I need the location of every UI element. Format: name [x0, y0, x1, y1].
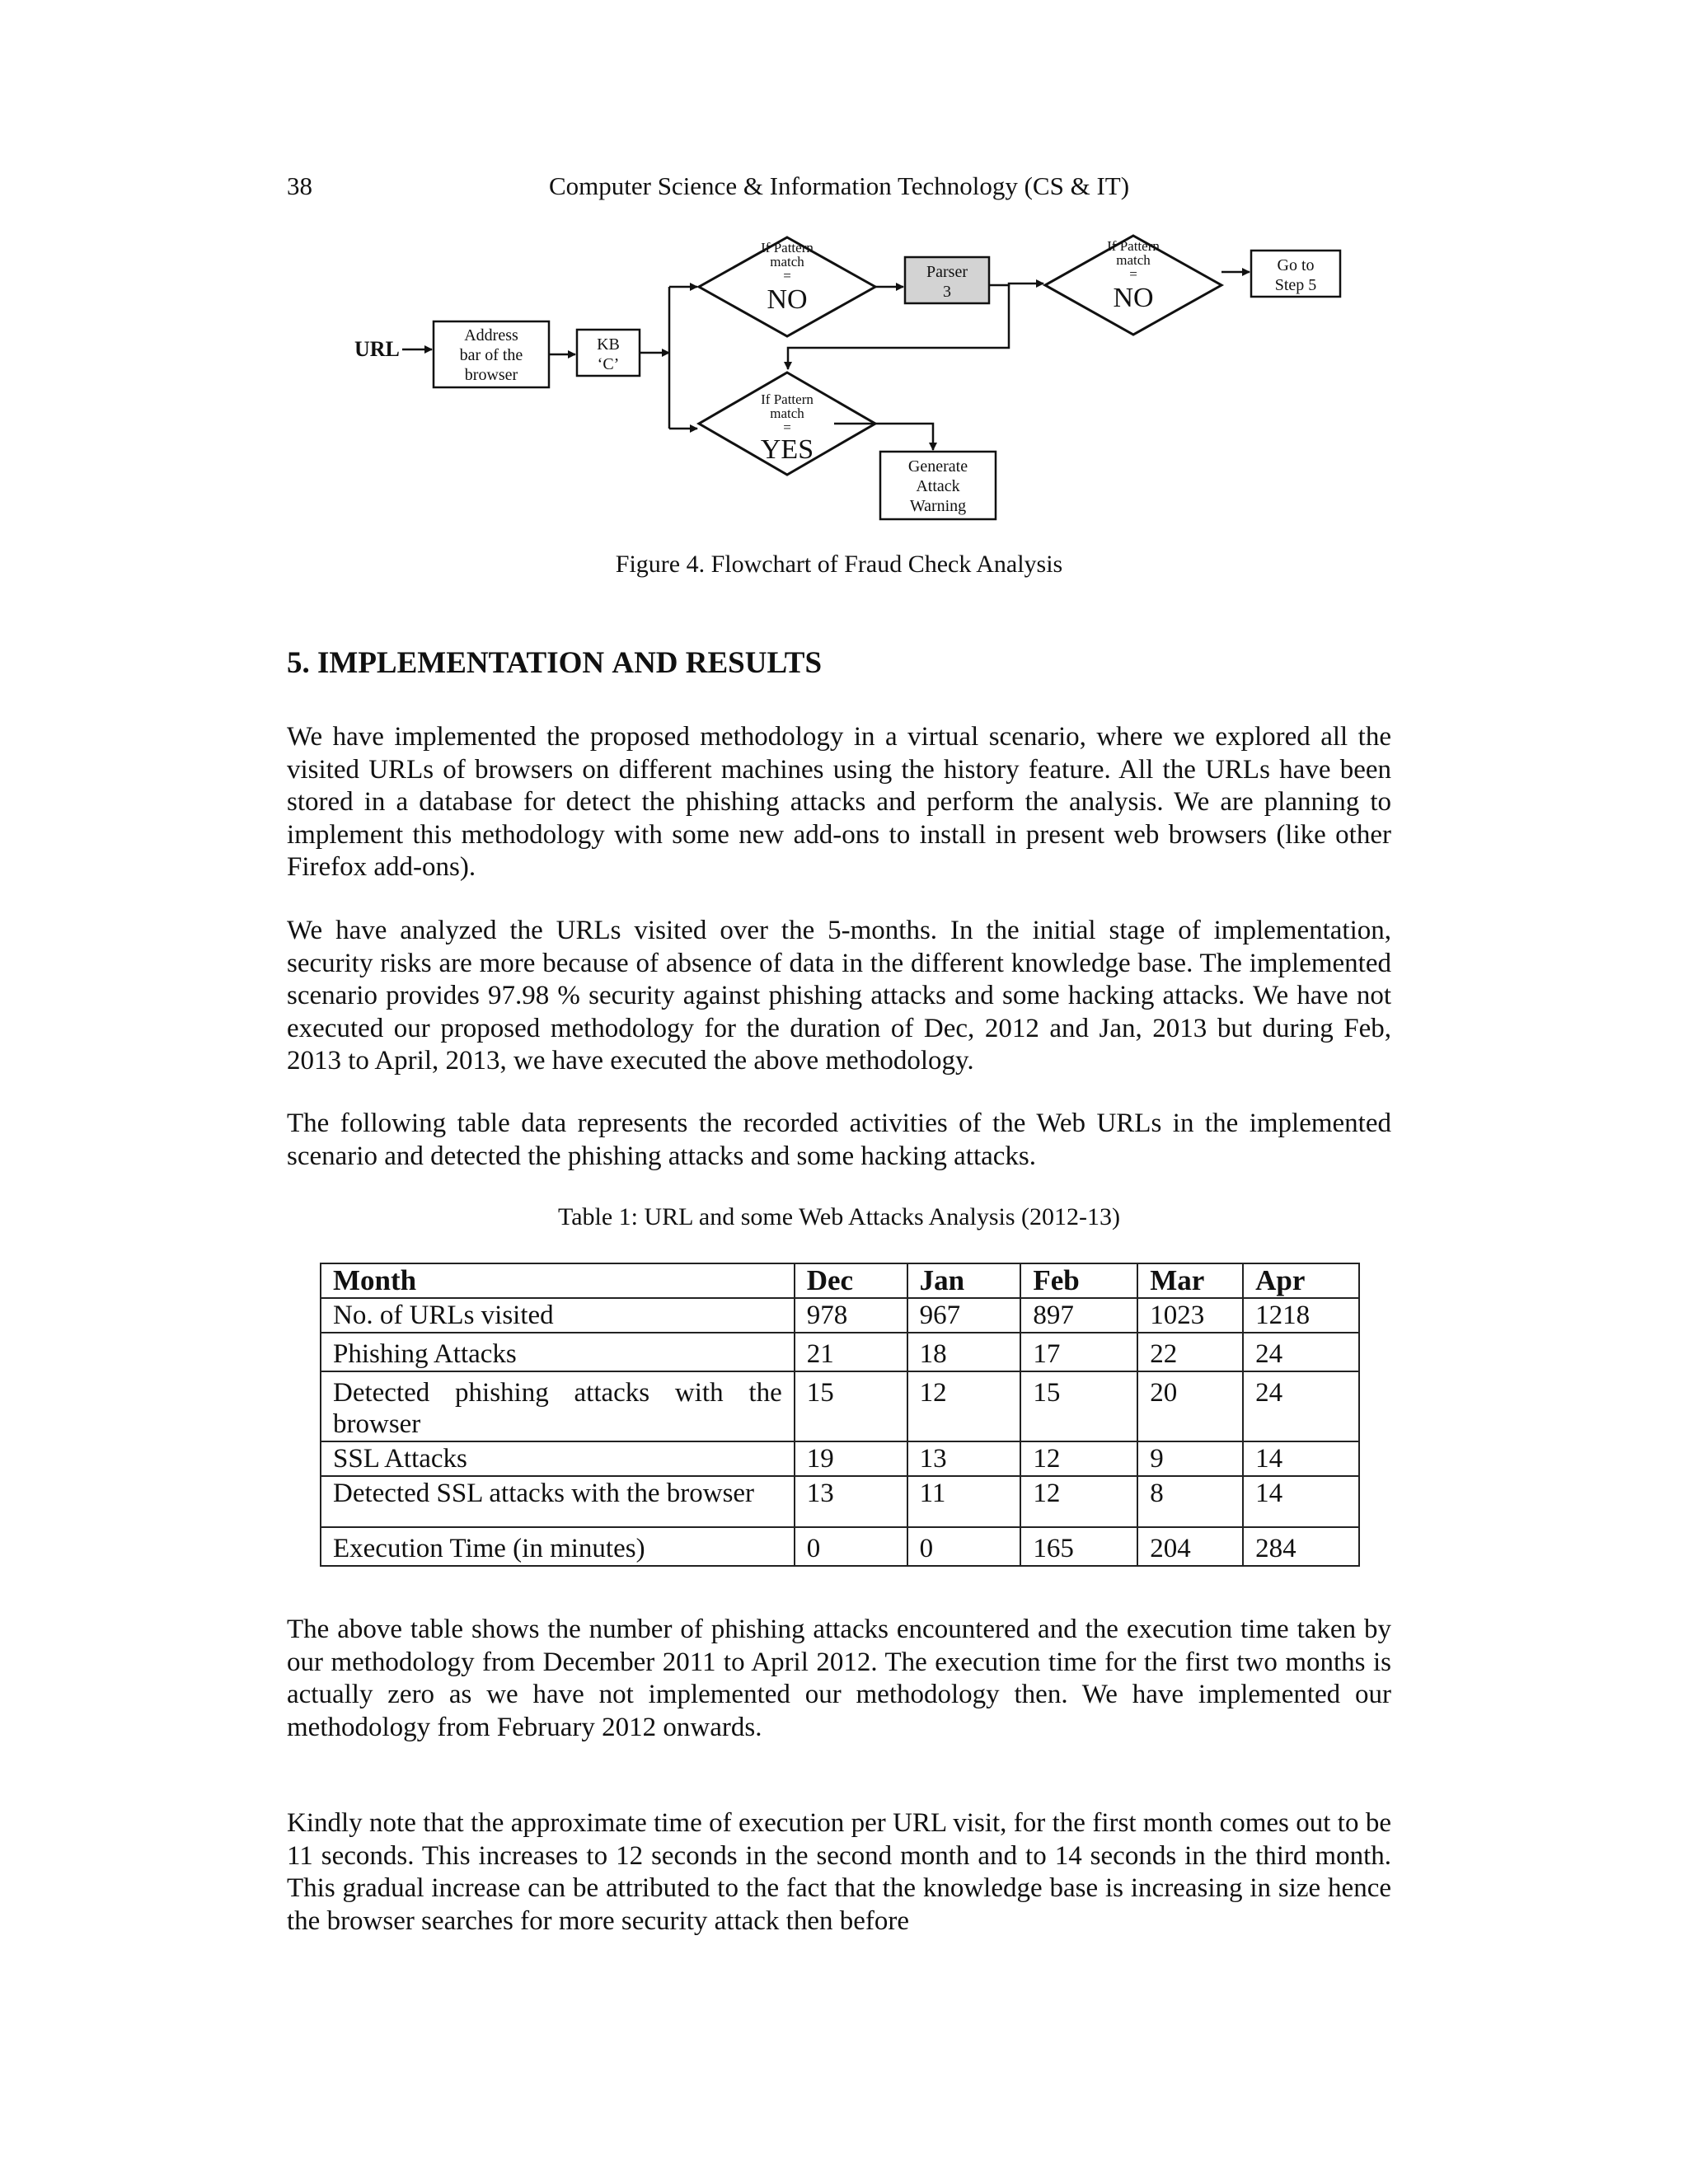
table-cell: 18: [907, 1333, 1021, 1371]
flow-url-label: URL: [354, 337, 400, 361]
table-cell: 15: [795, 1371, 907, 1441]
table-cell: SSL Attacks: [321, 1441, 795, 1476]
table-row: [321, 1333, 1359, 1371]
address-bar-line-2: bar of the: [459, 346, 523, 364]
table-cell: 14: [1243, 1441, 1359, 1476]
paragraph-2: We have analyzed the URLs visited over the 5-months. In the initial stage of implementation, security risks are more because of absence of data in the different knowledge base. The implemented scenario provides 97.98 % security against phishing attacks and some hacking attacks. We have not executed our proposed methodology for the duration of Dec, 2012 and Jan, 2013 but during Feb, 2013 to April, 2013, we have executed the above methodology.: [287, 916, 1391, 1076]
section-title-word2-initial: R: [685, 646, 708, 680]
table-header-row: [321, 1263, 1359, 1298]
decision-top-right-result: NO: [1113, 283, 1154, 313]
page-number: 38: [287, 171, 312, 200]
generate-line-3: Warning: [909, 497, 967, 515]
table-cell: 21: [795, 1333, 907, 1371]
table-row: [321, 1441, 1359, 1476]
table-caption: Table 1: URL and some Web Attacks Analysis (2012-13): [557, 1203, 1121, 1230]
table-cell: 12: [907, 1371, 1021, 1441]
table-row: [321, 1476, 1359, 1527]
table-cell: 897: [1020, 1298, 1137, 1333]
fraud-check-flowchart: [346, 231, 1385, 527]
section-number: 5.: [287, 646, 310, 680]
paragraph-4: The above table shows the number of phishing attacks encountered and the execution time taken by our methodology from December 2011 to April 2012. The execution time for the first two months is actually zero as we have not implemented our methodology then. We have implemented our methodology from February 2012 onwards.: [287, 1615, 1391, 1742]
table-cell: 12: [1020, 1441, 1137, 1476]
table-cell: 1218: [1243, 1298, 1359, 1333]
table-cell: 165: [1020, 1527, 1137, 1566]
decision-top-right-line-2: match: [1116, 252, 1151, 268]
results-table: [320, 1263, 1360, 1567]
table-row: [321, 1527, 1359, 1566]
table-cell: 0: [795, 1527, 907, 1566]
kb-line-1: KB: [597, 335, 620, 354]
decision-bottom-result: YES: [760, 434, 814, 465]
table-cell: Detected phishing attacks with the browser: [321, 1371, 795, 1441]
table-header-cell: Apr: [1243, 1263, 1359, 1298]
generate-line-1: Generate: [907, 457, 968, 476]
table-cell: Phishing Attacks: [321, 1333, 795, 1371]
table-cell: 9: [1137, 1441, 1243, 1476]
decision-top-right-line-3: =: [1129, 266, 1137, 282]
generate-line-2: Attack: [916, 477, 960, 495]
table-cell: 24: [1243, 1333, 1359, 1371]
decision-bottom-line-1: If Pattern: [761, 391, 814, 407]
table-cell: 8: [1137, 1476, 1243, 1527]
table-cell: 14: [1243, 1476, 1359, 1527]
address-bar-line-1: Address: [464, 326, 518, 344]
table-cell: 15: [1020, 1371, 1137, 1441]
decision-top-left-line-2: match: [770, 254, 804, 269]
decision-top-right-line-1: If Pattern: [1107, 238, 1160, 254]
decision-top-left-line-3: =: [783, 268, 791, 284]
table-cell: Execution Time (in minutes): [321, 1527, 795, 1566]
paragraph-1: We have implemented the proposed methodology in a virtual scenario, where we explored all the visited URLs of browsers on different machines using the history feature. All the URLs have been stored in a database for detect the phishing attacks and perform the analysis. We are planning to implement this methodology with some new add-ons to install in present web browsers (like other Firefox add-ons).: [287, 722, 1391, 882]
table-cell: 0: [907, 1527, 1021, 1566]
table-cell: 20: [1137, 1371, 1243, 1441]
table-cell: 17: [1020, 1333, 1137, 1371]
decision-bottom-line-2: match: [770, 405, 804, 421]
decision-bottom-line-3: =: [783, 419, 791, 435]
goto-line-2: Step 5: [1274, 276, 1317, 294]
table-header-cell: Feb: [1020, 1263, 1137, 1298]
page-header: [287, 171, 1391, 208]
table-cell: 12: [1020, 1476, 1137, 1527]
table-cell: 19: [795, 1441, 907, 1476]
table-cell: 24: [1243, 1371, 1359, 1441]
parser-line-2: 3: [943, 283, 951, 301]
parser-line-1: Parser: [926, 263, 968, 281]
table-cell: 978: [795, 1298, 907, 1333]
table-header-cell: Month: [321, 1263, 795, 1298]
table-header-cell: Mar: [1137, 1263, 1243, 1298]
decision-top-left-result: NO: [767, 284, 808, 315]
section-title-word1-initial: I: [317, 646, 330, 680]
table-row: [321, 1298, 1359, 1333]
table-cell: 13: [795, 1476, 907, 1527]
address-bar-line-3: browser: [464, 366, 518, 384]
table-cell: 11: [907, 1476, 1021, 1527]
table-cell: Detected SSL attacks with the browser: [321, 1476, 795, 1527]
figure-caption: Figure 4. Flowchart of Fraud Check Analysis: [615, 551, 1063, 578]
paragraph-3: The following table data represents the recorded activities of the Web URLs in the implemented scenario and detected the phishing attacks and some hacking attacks.: [287, 1108, 1391, 1171]
table-cell: 967: [907, 1298, 1021, 1333]
table-cell: 1023: [1137, 1298, 1243, 1333]
kb-line-2: ‘C’: [597, 355, 620, 373]
section-heading: [287, 645, 822, 681]
section-title-and: AND: [612, 646, 678, 680]
section-title-word2-rest: ESULTS: [707, 646, 823, 680]
decision-top-left-line-1: If Pattern: [761, 240, 814, 255]
table-row: [321, 1371, 1359, 1441]
journal-title: Computer Science & Information Technology (CS & IT): [548, 171, 1130, 200]
table-cell: 22: [1137, 1333, 1243, 1371]
table-cell: 13: [907, 1441, 1021, 1476]
paragraph-5: Kindly note that the approximate time of execution per URL visit, for the first month comes out to be 11 seconds. This increases to 12 seconds in the second month and to 14 seconds in the third month. This gradual increase can be attributed to the fact that the knowledge base is increasing in size hence the browser searches for more security attack then before: [287, 1808, 1391, 1936]
section-title-word1-rest: MPLEMENTATION: [329, 646, 605, 680]
table-cell: No. of URLs visited: [321, 1298, 795, 1333]
goto-line-1: Go to: [1277, 256, 1315, 274]
table-header-cell: Dec: [795, 1263, 907, 1298]
table-cell: 284: [1243, 1527, 1359, 1566]
table-header-cell: Jan: [907, 1263, 1021, 1298]
table-cell: 204: [1137, 1527, 1243, 1566]
arrow-parser-to-top-right: [989, 284, 1043, 285]
